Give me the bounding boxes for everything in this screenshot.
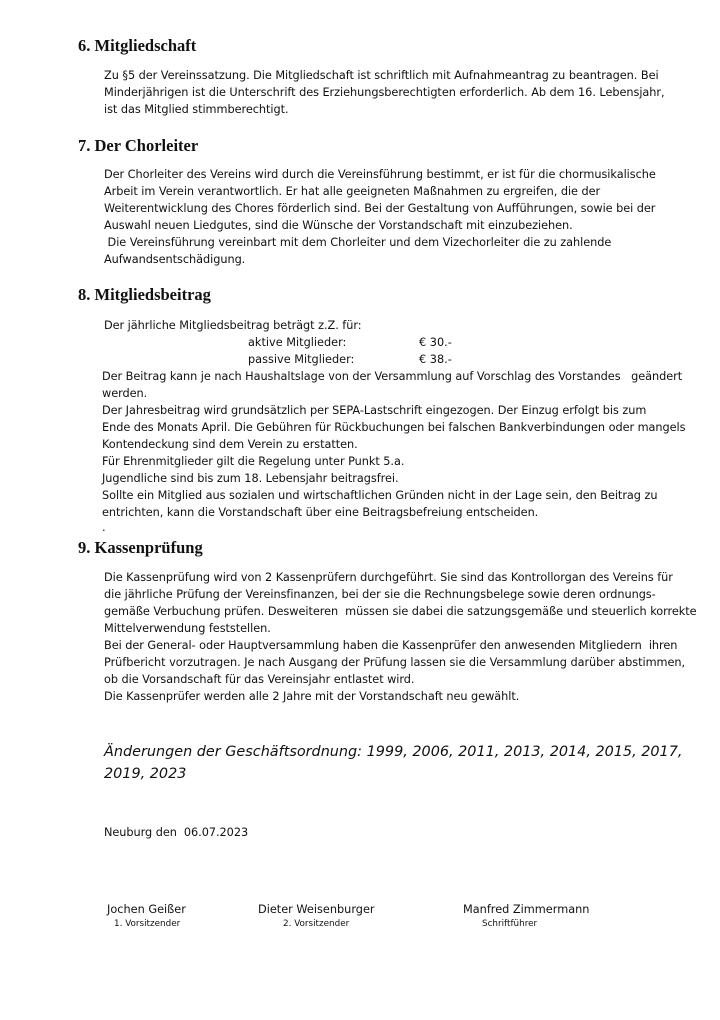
- section-8-heading: 8. Mitgliedsbeitrag: [78, 285, 211, 304]
- signature-role-1: 1. Vorsitzender: [114, 919, 181, 929]
- fee-label-active: aktive Mitglieder:: [248, 336, 347, 349]
- text-line: Ende des Monats April. Die Gebühren für Rückbuchungen bei falschen Bankverbindungen oder mangels: [102, 421, 686, 434]
- text-line: ob die Vorsandschaft für das Vereinsjahr entlastet wird.: [104, 673, 415, 686]
- text-line: Prüfbericht vorzutragen. Je nach Ausgang der Prüfung lassen sie die Versammlung darüber abstimmen,: [104, 656, 686, 669]
- text-line: Jugendliche sind bis zum 18. Lebensjahr beitragsfrei.: [102, 472, 399, 485]
- text-line: Für Ehrenmitglieder gilt die Regelung unter Punkt 5.a.: [102, 455, 405, 468]
- text-line: werden.: [102, 387, 148, 400]
- text-line: Der Beitrag kann je nach Haushaltslage von der Versammlung auf Vorschlag des Vorstandes geändert: [102, 370, 683, 383]
- place-date: Neuburg den 06.07.2023: [104, 826, 249, 839]
- text-line: Aufwandsentschädigung.: [104, 253, 246, 266]
- section-9-heading: 9. Kassenprüfung: [78, 538, 203, 557]
- fee-amount-passive: € 38.-: [419, 353, 452, 366]
- text-line: Der Jahresbeitrag wird grundsätzlich per SEPA-Lastschrift eingezogen. Der Einzug erfolgt bis zum: [102, 404, 647, 417]
- text-line: Sollte ein Mitglied aus sozialen und wirtschaftlichen Gründen nicht in der Lage sein, den Beitrag zu: [102, 489, 658, 502]
- fee-amount-active: € 30.-: [419, 336, 452, 349]
- signature-name-1: Jochen Geißer: [107, 903, 186, 916]
- text-line: ist das Mitglied stimmberechtigt.: [104, 103, 289, 116]
- text-line: Weiterentwicklung des Chores förderlich sind. Bei der Gestaltung von Aufführungen, sowie bei der: [104, 202, 656, 215]
- signature-name-3: Manfred Zimmermann: [463, 903, 590, 916]
- text-line: Bei der General- oder Hauptversammlung haben die Kassenprüfer den anwesenden Mitgliedern ihren: [104, 639, 678, 652]
- signature-role-3: Schriftführer: [482, 919, 538, 929]
- text-line: Auswahl neuen Liedgutes, sind die Wünsche der Vorstandschaft mit einzubeziehen.: [104, 219, 573, 232]
- text-line: Kontendeckung sind dem Verein zu erstatten.: [102, 438, 358, 451]
- text-line: Die Kassenprüfung wird von 2 Kassenprüfern durchgeführt. Sie sind das Kontrollorgan des Vereins für: [104, 571, 673, 584]
- text-line: Der Chorleiter des Vereins wird durch die Vereinsführung bestimmt, er ist für die chormusikalische: [104, 168, 656, 181]
- text-line: Die Kassenprüfer werden alle 2 Jahre mit der Vorstandschaft neu gewählt.: [104, 690, 520, 703]
- section-6-heading: 6. Mitgliedschaft: [78, 36, 197, 55]
- text-line: Minderjährigen ist die Unterschrift des Erziehungsberechtigten erforderlich. Ab dem 16. Lebensjahr,: [104, 86, 665, 99]
- signature-role-2: 2. Vorsitzender: [283, 919, 350, 929]
- stray-dot: .: [102, 521, 106, 534]
- text-line: Mittelverwendung feststellen.: [104, 622, 271, 635]
- fee-intro: Der jährliche Mitgliedsbeitrag beträgt z.Z. für:: [104, 319, 362, 332]
- text-line: gemäße Verbuchung prüfen. Desweiteren müssen sie dabei die satzungsgemäße und steuerlich korrekte: [104, 605, 697, 618]
- text-line: Die Vereinsführung vereinbart mit dem Chorleiter und dem Vizechorleiter die zu zahlende: [104, 236, 612, 249]
- section-7-heading: 7. Der Chorleiter: [78, 136, 199, 155]
- signature-name-2: Dieter Weisenburger: [258, 903, 375, 916]
- fee-label-passive: passive Mitglieder:: [248, 353, 355, 366]
- text-line: entrichten, kann die Vorstandschaft über eine Beitragsbefreiung entscheiden.: [102, 506, 539, 519]
- text-line: Zu §5 der Vereinssatzung. Die Mitgliedschaft ist schriftlich mit Aufnahmeantrag zu beantragen. Bei: [104, 69, 659, 82]
- amendments-note: Änderungen der Geschäftsordnung: 1999, 2006, 2011, 2013, 2014, 2015, 2017, 2019, 2023: [104, 744, 683, 782]
- text-line: die jährliche Prüfung der Vereinsfinanzen, bei der sie die Rechnungsbelege sowie deren ordnungs-: [104, 588, 656, 601]
- text-line: Arbeit im Verein verantwortlich. Er hat alle geeigneten Maßnahmen zu ergreifen, die der: [104, 185, 601, 198]
